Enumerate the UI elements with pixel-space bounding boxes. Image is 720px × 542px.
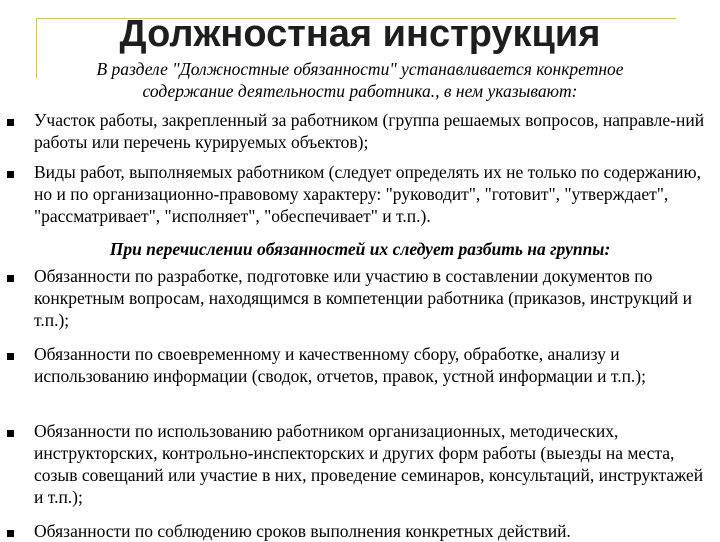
bullet-square-icon xyxy=(7,171,14,178)
bullet-square-icon xyxy=(7,119,14,126)
list-item-work-area: Участок работы, закрепленный за работником (группа решаемых вопросов, направле-ний работы или перечень курируемых объектов); xyxy=(34,110,705,152)
list-item-deadlines: Обязанности по соблюдению сроков выполнения конкретных действий. xyxy=(34,521,571,541)
intro-text xyxy=(40,58,680,102)
bullet-square-icon xyxy=(7,353,14,360)
list-item-work-types: Виды работ, выполняемых работником (следует определять их не только по содержанию, но и по организационно-правовому характеру: "руководит", "готовит", "утверждает", "рассматривает", "исполняет", "обеспечивает" и т.п.). xyxy=(34,162,701,226)
page-title: Должностная инструкция xyxy=(119,13,601,55)
bullet-square-icon xyxy=(7,530,14,537)
bullet-square-icon xyxy=(7,430,14,437)
group-note: При перечислении обязанностей их следует разбить на группы: xyxy=(109,239,611,259)
intro-line-1: В разделе "Должностные обязанности" устанавливается конкретное xyxy=(96,59,624,79)
list-item-documents: Обязанности по разработке, подготовке или участию в составлении документов по конкретным вопросам, находящимся в компетенции работника (приказов, инструкций и т.п.); xyxy=(34,266,692,330)
list-item-work-forms: Обязанности по использованию работником организационных, методических, инструкторских, контрольно-инспекторских и других форм работы (выезды на места, созыв совещаний или участие в них, проведение семинаров, консультаций, инструктажей и т.п.); xyxy=(34,421,704,507)
intro-line-2: содержание деятельности работника., в нем указывают: xyxy=(142,81,578,101)
bullet-square-icon xyxy=(7,275,14,282)
list-item-information: Обязанности по своевременному и качественному сбору, обработке, анализу и использованию информации (сводок, отчетов, правок, устной информации и т.п.); xyxy=(34,344,646,386)
